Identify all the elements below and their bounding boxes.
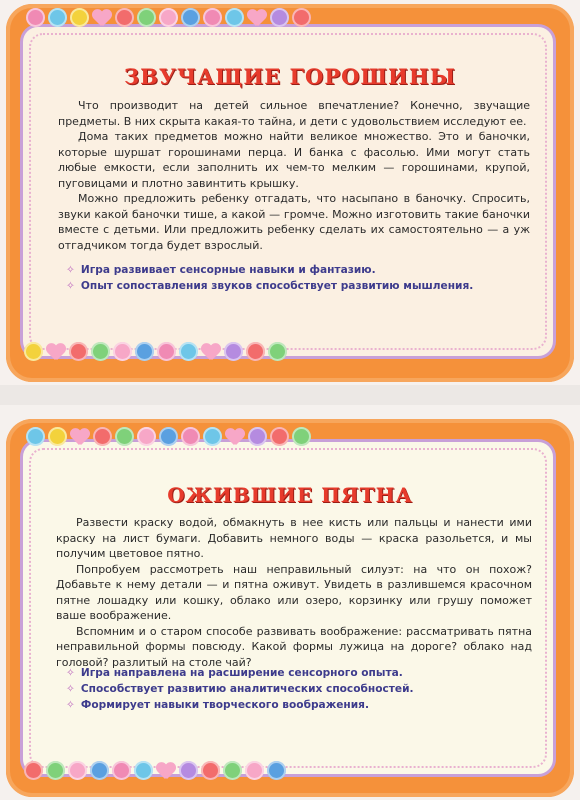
button-icon <box>246 342 265 361</box>
bullet-item: ✧ Игра развивает сенсорные навыки и фантазию. <box>66 264 376 276</box>
button-icon <box>268 342 287 361</box>
paragraph: Что производит на детей сильное впечатление? Конечно, звучащие предметы. В них скрыта какая-то тайна, и дети с удовольствием исследуют ее. <box>58 99 530 128</box>
sparkle-icon: ✧ <box>66 683 75 695</box>
button-icon <box>248 427 267 446</box>
heart-icon <box>156 763 176 779</box>
button-icon <box>112 761 131 780</box>
button-icon <box>26 427 45 446</box>
button-icon <box>26 8 45 27</box>
button-icon <box>115 8 134 27</box>
paragraph: Попробуем рассмотреть наш неправильный силуэт: на что он похож? Добавьте к нему детали — и пятна оживут. Увидеть в разлившемся красочном пятне лошадку или кошку, облако или озеро, корзинку или грушу поможет ваше воображение. <box>56 562 532 622</box>
button-icon <box>93 427 112 446</box>
paragraph: Развести краску водой, обмакнуть в нее кисть или пальцы и нанести ими краску на лист бумаги. Добавить немного воды — краска разольется, и мы получим цветовое пятно. <box>56 516 532 560</box>
button-icon <box>46 761 65 780</box>
button-icon <box>159 8 178 27</box>
bullet-item: ✧ Способствует развитию аналитических способностей. <box>66 683 414 695</box>
card-ozhivshie-pyatna <box>0 405 580 800</box>
button-icon <box>48 8 67 27</box>
button-icon <box>201 761 220 780</box>
heart-icon <box>201 344 221 360</box>
card-title: ЗВУЧАЩИЕ ГОРОШИНЫ <box>124 64 456 89</box>
sparkle-icon: ✧ <box>66 280 75 292</box>
heart-icon <box>46 344 66 360</box>
paragraph: Дома таких предметов можно найти великое множество. Это и баночки, которые шуршат горошинами перца. И банка с фасолью. Ими могут стать любые емкости, если заполнить их чем-то мелким — горошинами, крупой, пуговицами и плотно завинтить крышку. <box>58 130 530 190</box>
button-icon <box>179 761 198 780</box>
heart-icon <box>70 429 90 445</box>
button-icon <box>137 427 156 446</box>
sparkle-icon: ✧ <box>66 667 75 679</box>
button-icon <box>157 342 176 361</box>
button-icon <box>91 342 110 361</box>
card-body <box>58 98 530 253</box>
bullet-list <box>66 665 414 713</box>
button-icon <box>90 761 109 780</box>
button-icon <box>292 427 311 446</box>
paragraph: Вспомним и о старом способе развивать воображение: рассматривать пятна неправильной формы повсюду. Какой формы лужица на дороге? облако над головой? разлитый на столе чай? <box>56 624 532 669</box>
paragraph: Можно предложить ребенку отгадать, что насыпано в баночку. Спросить, звуки какой баночки тише, а какой — громче. Можно изготовить такие баночки вместе с детьми. Или предложить ребенку сделать их самостоятельно — а уж отгадчиком тогда будет взрослый. <box>58 192 530 252</box>
button-icon <box>270 8 289 27</box>
button-icon <box>137 8 156 27</box>
button-icon <box>223 761 242 780</box>
heart-icon <box>247 10 267 26</box>
bullet-item: ✧ Формирует навыки творческого воображения. <box>66 699 369 711</box>
button-icon <box>24 761 43 780</box>
button-icon <box>270 427 289 446</box>
buttons-decoration-bottom <box>24 342 287 361</box>
button-icon <box>159 427 178 446</box>
bullet-list <box>66 262 473 294</box>
button-icon <box>203 8 222 27</box>
button-icon <box>267 761 286 780</box>
button-icon <box>135 342 154 361</box>
button-icon <box>225 8 244 27</box>
sparkle-icon: ✧ <box>66 699 75 711</box>
button-icon <box>115 427 134 446</box>
buttons-decoration-bottom <box>24 761 286 780</box>
card-zvuchashchie-goroshiny <box>0 0 580 385</box>
card-title: ОЖИВШИЕ ПЯТНА <box>167 483 413 507</box>
button-icon <box>68 761 87 780</box>
heart-icon <box>225 429 245 445</box>
button-icon <box>181 8 200 27</box>
button-icon <box>203 427 222 446</box>
button-icon <box>134 761 153 780</box>
bullet-item: ✧ Опыт сопоставления звуков способствует развитию мышления. <box>66 280 474 292</box>
card-body <box>56 515 532 670</box>
button-icon <box>224 342 243 361</box>
button-icon <box>24 342 43 361</box>
button-icon <box>181 427 200 446</box>
button-icon <box>179 342 198 361</box>
heart-icon <box>92 10 112 26</box>
button-icon <box>292 8 311 27</box>
buttons-decoration-top <box>26 427 311 446</box>
button-icon <box>113 342 132 361</box>
button-icon <box>70 8 89 27</box>
button-icon <box>69 342 88 361</box>
button-icon <box>245 761 264 780</box>
bullet-item: ✧ Игра направлена на расширение сенсорного опыта. <box>66 667 403 679</box>
button-icon <box>48 427 67 446</box>
buttons-decoration-top <box>26 8 311 27</box>
sparkle-icon: ✧ <box>66 264 75 276</box>
